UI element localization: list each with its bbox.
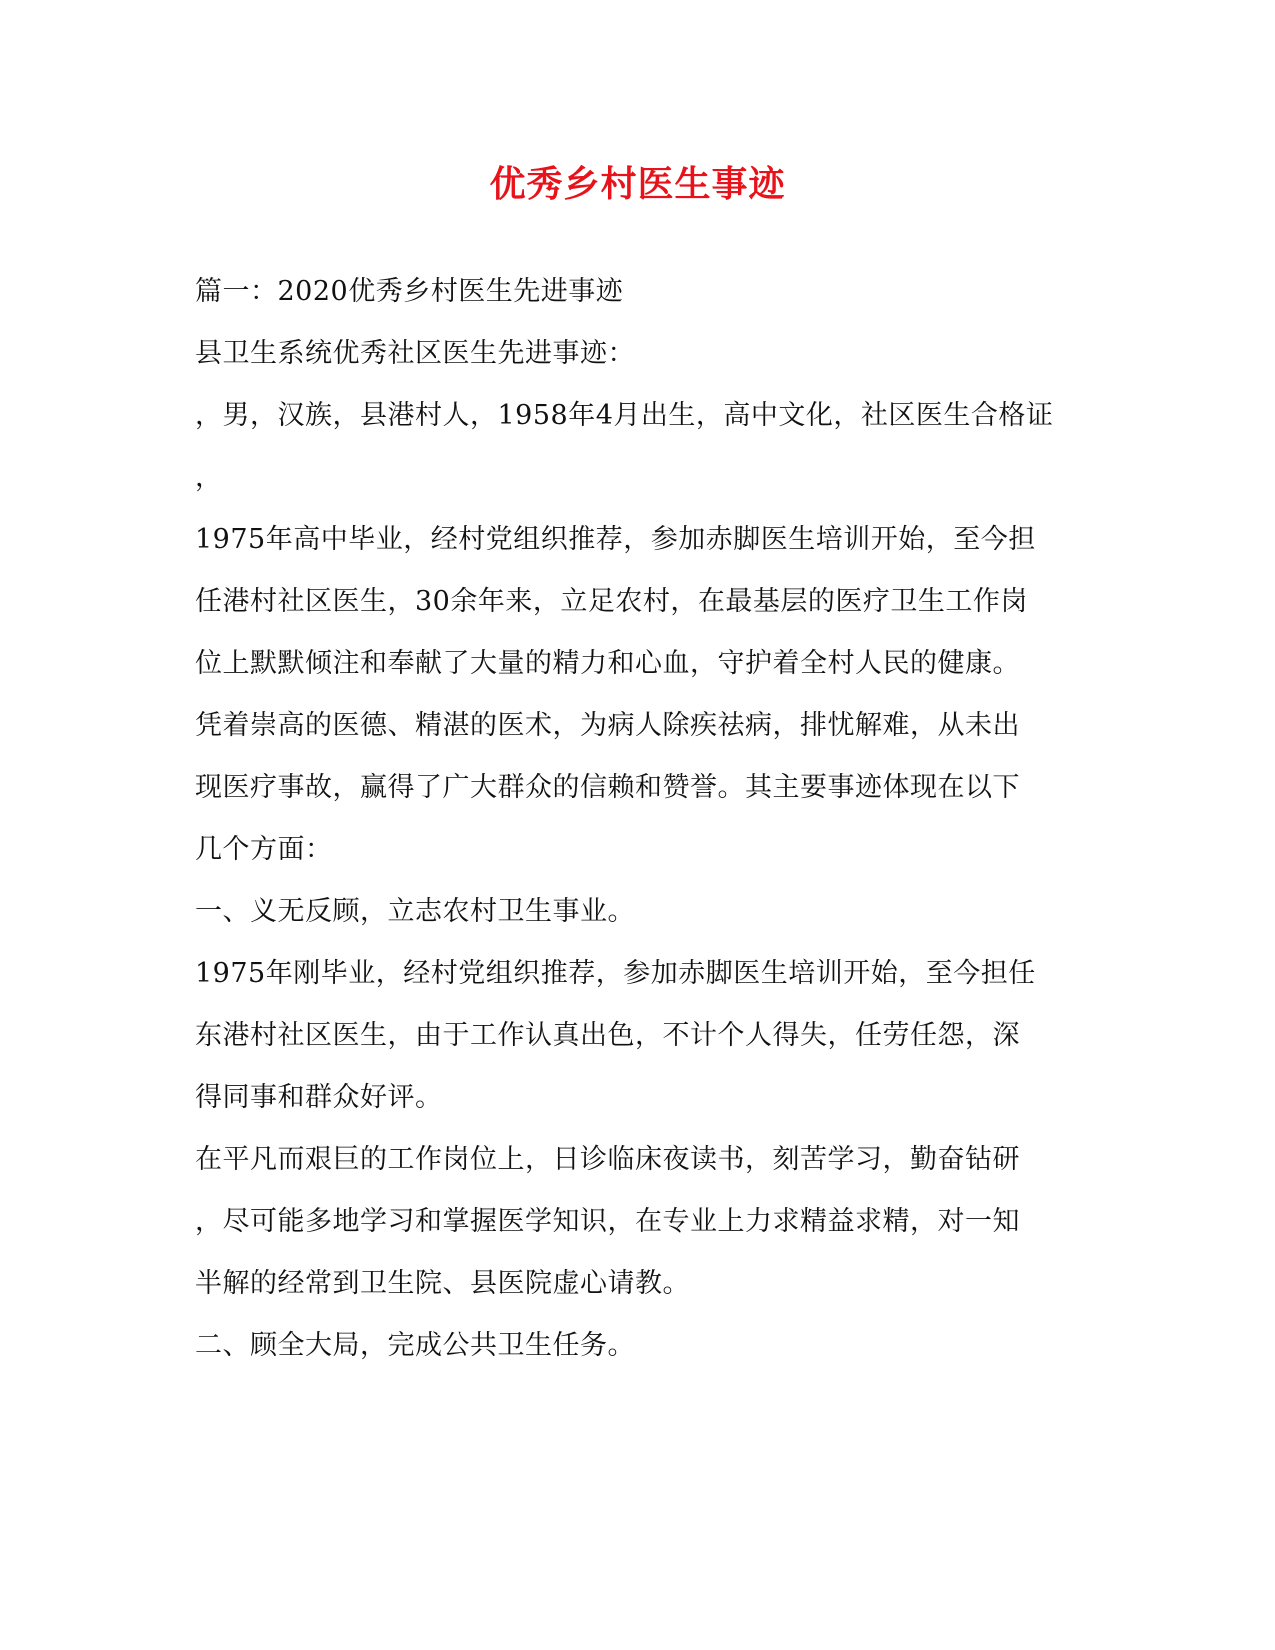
body-line: 半解的经常到卫生院、县医院虚心请教。 — [195, 1268, 690, 1299]
body-line: 几个方面： — [195, 834, 333, 865]
body-line: 凭着崇高的医德、精湛的医术，为病人除疾祛病，排忧解难，从未出 — [195, 710, 1020, 741]
body-line: 现医疗事故，赢得了广大群众的信赖和赞誉。其主要事迹体现在以下 — [195, 772, 1020, 803]
body-line: 1975年刚毕业，经村党组织推荐，参加赤脚医生培训开始，至今担任 — [195, 958, 1036, 989]
body-line: ，男，汉族，县港村人，1958年4月出生，高中文化，社区医生合格证 — [195, 400, 1054, 431]
body-line: 位上默默倾注和奉献了大量的精力和心血，守护着全村人民的健康。 — [195, 648, 1020, 679]
body-line: 得同事和群众好评。 — [195, 1082, 443, 1113]
section-heading: 一、义无反顾，立志农村卫生事业。 — [195, 896, 635, 927]
body-line: 篇一：2020优秀乡村医生先进事迹 — [195, 276, 624, 307]
document-title: 优秀乡村医生事迹 — [489, 164, 786, 205]
body-line: 1975年高中毕业，经村党组织推荐，参加赤脚医生培训开始，至今担 — [195, 524, 1036, 555]
body-line: ， — [195, 462, 223, 493]
body-line: 任港村社区医生，30余年来，立足农村，在最基层的医疗卫生工作岗 — [195, 586, 1028, 617]
body-line: 东港村社区医生，由于工作认真出色，不计个人得失，任劳任怨，深 — [195, 1020, 1020, 1051]
body-line: ，尽可能多地学习和掌握医学知识，在专业上力求精益求精，对一知 — [195, 1206, 1020, 1237]
section-heading: 二、顾全大局，完成公共卫生任务。 — [195, 1330, 635, 1361]
body-line: 县卫生系统优秀社区医生先进事迹： — [195, 338, 635, 369]
body-line: 在平凡而艰巨的工作岗位上，日诊临床夜读书，刻苦学习，勤奋钻研 — [195, 1144, 1020, 1175]
